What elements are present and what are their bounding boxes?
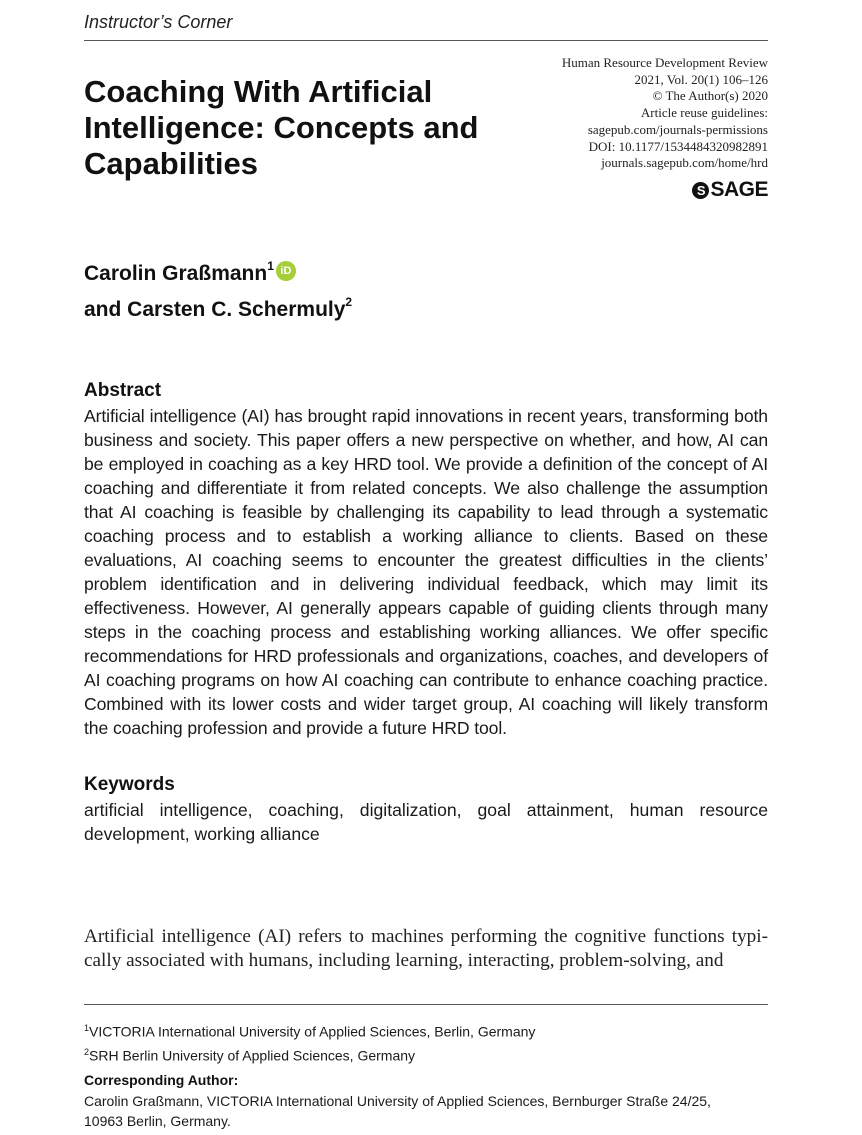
author-2-name: and Carsten C. Schermuly — [84, 298, 346, 321]
author-2-affiliation: 2 — [345, 295, 353, 309]
affiliation-2-number: 2 — [84, 1046, 90, 1057]
doi-link[interactable]: DOI: 10.1177/1534484320982891 — [588, 138, 768, 154]
journal-info — [468, 55, 768, 172]
body-paragraph: Artificial intelligence (AI) refers to machines performing the cognitive functions typi-cally associated with humans, including learning, interacting, problem-solving, and — [84, 926, 768, 971]
abstract-heading: Abstract — [84, 380, 162, 401]
affiliations — [84, 1018, 768, 1065]
affiliation-2-text: SRH Berlin University of Applied Sciences, Germany — [89, 1047, 416, 1064]
affiliation-1 — [84, 1018, 768, 1042]
title-line: Intelligence: Concepts and — [84, 110, 479, 145]
header-divider — [84, 40, 768, 41]
section-label: Instructor’s Corner — [84, 12, 233, 32]
sage-logo-icon: S — [692, 182, 709, 199]
journal-home-link[interactable]: journals.sagepub.com/home/hrd — [601, 155, 768, 171]
corresponding-line-2: 10963 Berlin, Germany. — [84, 1113, 231, 1129]
affiliation-1-number: 1 — [84, 1023, 90, 1033]
corresponding-author-details — [84, 1091, 768, 1131]
title-line: Capabilities — [84, 146, 258, 181]
sage-logo — [692, 178, 768, 202]
reuse-label: Article reuse guidelines: — [640, 105, 768, 121]
sage-logo-text: SAGE — [710, 178, 768, 201]
permissions-link[interactable]: sagepub.com/journals-permissions — [587, 121, 768, 137]
author-list — [84, 253, 352, 325]
author-1-affiliation: 1 — [267, 259, 274, 273]
copyright: © The Author(s) 2020 — [652, 88, 768, 104]
article-title — [84, 74, 514, 182]
orcid-icon[interactable]: iD — [276, 261, 296, 281]
author-line-2 — [84, 289, 352, 325]
corresponding-author-heading: Corresponding Author: — [84, 1072, 239, 1088]
volume-pages: 2021, Vol. 20(1) 106–126 — [634, 71, 768, 87]
affiliation-1-text: VICTORIA International University of Applied Sciences, Berlin, Germany — [89, 1023, 536, 1040]
author-1-name: Carolin Graßmann — [84, 262, 268, 285]
affiliation-2 — [84, 1042, 768, 1066]
title-line: Coaching With Artificial — [84, 74, 433, 109]
author-line-1 — [84, 253, 352, 289]
keywords-heading: Keywords — [84, 774, 175, 795]
footnote-divider — [84, 1004, 768, 1005]
corresponding-line-1: Carolin Graßmann, VICTORIA International University of Applied Sciences, Bernburger Straße 24/25, — [84, 1093, 711, 1109]
abstract-text: Artificial intelligence (AI) has brought rapid innovations in recent years, transforming both business and society. This paper offers a new perspective on whether, and how, AI can be employed in coaching as a key HRD tool. We provide a definition of the concept of AI coaching and differentiate it from related concepts. We also challenge the assumption that AI coaching is feasible by challenging its capability to lead through a systematic coaching process and to establish a working alliance to clients. Based on these evaluations, AI coaching seems to encounter the greatest difficulties in the clients’ problem identification and in delivering individual feedback, which may limit its effectiveness. However, AI generally appears capable of guiding clients through many steps in the coaching process and establishing working alliances. We offer specific recommendations for HRD professionals and organizations, coaches, and developers of AI coaching programs on how AI coaching can contribute to enhance coaching practice. Combined with its lower costs and wider target group, AI coaching will likely transform the coaching profession and provide a future HRD tool. — [84, 406, 768, 738]
keywords-text: artificial intelligence, coaching, digitalization, goal attainment, human resource development, working alliance — [84, 800, 768, 844]
journal-name: Human Resource Development Review — [561, 55, 768, 70]
